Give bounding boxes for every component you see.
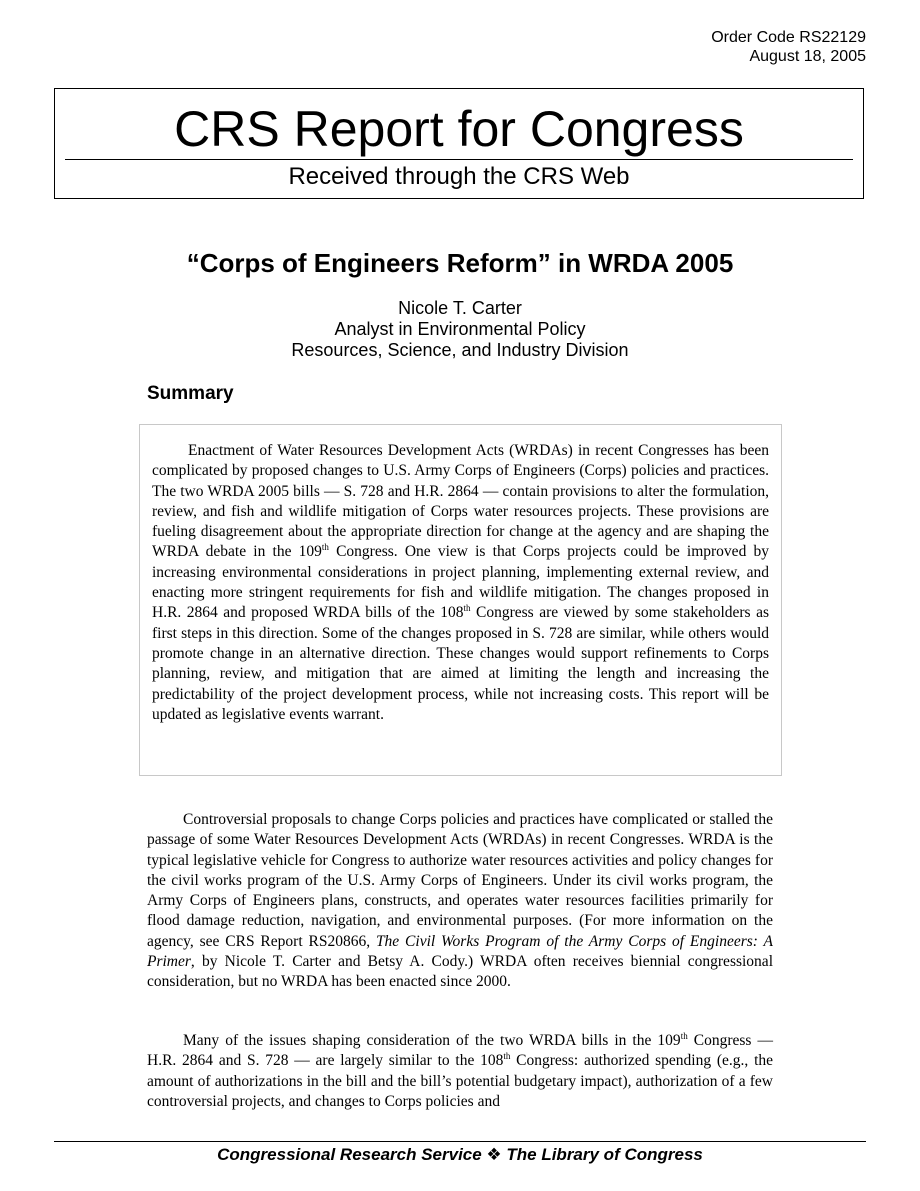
p2-text-3: Congress: authorized spending (e.g., the amount of authorizations in the bill and the bill’s potential budgetary impact), authorization of a few controversial projects, and changes to Corps policies and <box>147 1052 774 1110</box>
order-code-block <box>711 28 866 66</box>
order-code: Order Code RS22129 <box>711 29 866 46</box>
summary-paragraph <box>152 441 769 725</box>
summary-sup-2: th <box>463 603 471 614</box>
banner-subtitle: Received through the CRS Web <box>288 163 630 190</box>
author-block <box>0 298 920 361</box>
report-date: August 18, 2005 <box>749 48 866 65</box>
author-role: Analyst in Environmental Policy <box>334 319 586 339</box>
banner-title: CRS Report for Congress <box>174 101 744 157</box>
footer-divider <box>54 1141 866 1142</box>
body-paragraph-2 <box>147 1031 773 1112</box>
author-name: Nicole T. Carter <box>398 298 522 318</box>
body-paragraph-1 <box>147 810 773 993</box>
p2-text-2: Congress — H.R. 2864 and S. 728 — are largely similar to the 108 <box>147 1032 773 1070</box>
summary-sup-1: th <box>321 542 329 553</box>
summary-box <box>139 424 782 776</box>
banner-divider <box>65 159 853 160</box>
author-division: Resources, Science, and Industry Division <box>291 340 629 360</box>
summary-text-1: Enactment of Water Resources Development Acts (WRDAs) in recent Congresses has been complicated by proposed changes to U.S. Army Corps of Engineers (Corps) policies and practices. The two WRDA 2005 bills — S. 728 and H.R. 2864 — contain provisions to alter the formulation, review, and fish and wildlife mitigation of Corps water resources projects. These provisions are fueling disagreement about the appropriate direction for change at the agency and are shaping the WRDA debate in the 109 <box>152 442 769 561</box>
summary-text-2: Congress. One view is that Corps projects could be improved by increasing environmental considerations in project planning, implementing external review, and enacting more stringent requirements for fish and wildlife mitigation. The changes proposed in H.R. 2864 and proposed WRDA bills of the 108 <box>152 543 769 622</box>
p1-report-title: The Civil Works Program of the Army Corps of Engineers: A Primer <box>147 932 773 971</box>
p2-sup-2: th <box>503 1051 511 1062</box>
summary-heading: Summary <box>147 383 234 404</box>
report-banner <box>54 88 864 199</box>
summary-text-3: Congress are viewed by some stakeholders as first steps in this direction. Some of the changes proposed in S. 728 are similar, while others would promote change in an alternative direction. These changes would support refinements to Corps planning, review, and mitigation that are aimed at limiting the length and increasing the predictability of the project development process, while not increasing costs. This report will be updated as legislative events warrant. <box>152 604 769 723</box>
p2-sup-1: th <box>680 1030 688 1041</box>
p1-text-2: , by Nicole T. Carter and Betsy A. Cody.) WRDA often receives biennial congressional consideration, but no WRDA has been enacted since 2000. <box>147 953 773 991</box>
p2-text-1: Many of the issues shaping consideration of the two WRDA bills in the 109 <box>183 1032 681 1049</box>
footer-text: Congressional Research Service ❖ The Library of Congress <box>217 1145 703 1164</box>
p1-text-1: Controversial proposals to change Corps policies and practices have complicated or stalled the passage of some Water Resources Development Acts (WRDAs) in recent Congresses. WRDA is the typical legislative vehicle for Congress to authorize water resources activities and policy changes for the civil works program of the U.S. Army Corps of Engineers. Under its civil works program, the Army Corps of Engineers plans, constructs, and operates water resources facilities primarily for flood damage reduction, navigation, and environmental purposes. (For more information on the agency, see CRS Report RS20866, <box>147 811 773 950</box>
page-title: “Corps of Engineers Reform” in WRDA 2005 <box>186 248 734 278</box>
